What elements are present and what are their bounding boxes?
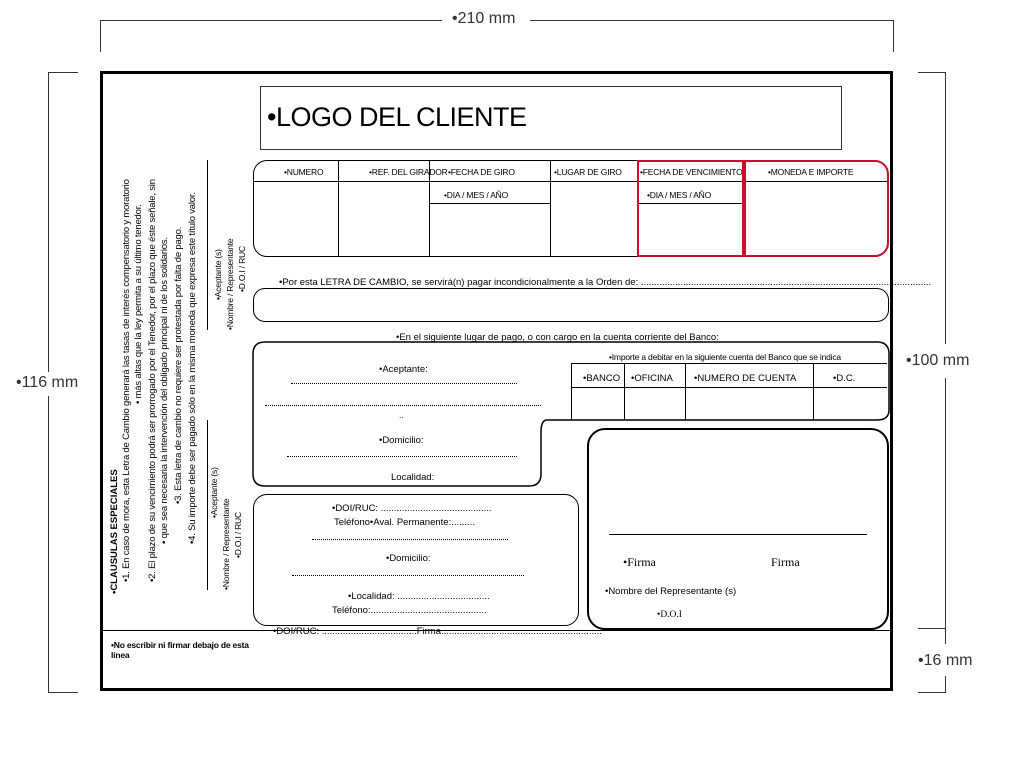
height-dimension-line-top <box>48 72 49 372</box>
col-numero: •NUMERO <box>284 167 324 177</box>
clause-4: •4. Su importe debe ser pagado sólo en la misma moneda que expresa este título valor. <box>187 192 198 544</box>
moneda-importe-highlight <box>744 160 889 257</box>
payment-place-text: •En el siguiente lugar de pago, o con cargo en la cuenta corriente del Banco: <box>396 332 719 343</box>
domicilio-dots <box>287 456 517 457</box>
guarantor-doi: •DOI/RUC: .......................................... <box>332 503 492 514</box>
body-height-line-top <box>945 72 946 344</box>
fecha-vencimiento-date-sub: •DIA / MES / AÑO <box>647 190 712 200</box>
aceptante-dots <box>291 383 517 384</box>
col-moneda-importe: •MONEDA E IMPORTE <box>768 167 854 177</box>
col-lugar-giro: •LUGAR DE GIRO <box>554 167 622 177</box>
width-dimension-line-left <box>100 20 442 21</box>
width-dimension-tick-right <box>893 20 894 52</box>
width-dimension-tick-left <box>100 20 101 52</box>
body-height-tick-top <box>918 72 946 73</box>
order-field[interactable] <box>253 288 889 322</box>
guarantor-dots-1 <box>312 539 508 540</box>
clause-3: •3. Esta letra de cambio no requiere ser protestada por falta de pago. <box>173 226 184 504</box>
height-dimension-line-bottom <box>48 396 49 692</box>
col-fecha-vencimiento: •FECHA DE VENCIMIENTO <box>640 167 743 177</box>
side-doi-1: •D.O.I / RUC <box>237 246 247 292</box>
firma-2-label: Firma <box>771 555 800 569</box>
col-fecha-giro: •FECHA DE GIRO <box>448 167 515 177</box>
col-ref-girador: •REF. DEL GIRADOR <box>369 167 448 177</box>
height-dimension-tick-top <box>48 72 78 73</box>
acceptor-signature-line-1 <box>207 160 208 330</box>
width-dimension-line-right <box>530 20 893 21</box>
bank-col-oficina: •OFICINA <box>631 373 673 384</box>
fecha-vencimiento-highlight <box>637 160 744 257</box>
representative-label: •Nombre del Representante (s) <box>605 586 737 597</box>
acceptor-dots: .. <box>399 410 404 420</box>
width-dimension-label: •210 mm <box>452 10 516 27</box>
firma-1-label: •Firma <box>623 555 656 569</box>
bank-col-numero-cuenta: •NUMERO DE CUENTA <box>694 373 797 384</box>
side-doi-2: •D.O.I / RUC <box>233 512 243 558</box>
guarantor-telefono-2: Teléfono:............................................ <box>332 605 487 616</box>
fecha-giro-date-sub: •DIA / MES / AÑO <box>444 190 509 200</box>
aceptante-label: •Aceptante: <box>379 364 428 375</box>
acceptor-signature-line-2 <box>207 420 208 590</box>
clause-1b: • más altas que la ley permita a su último tenedor. <box>133 204 144 404</box>
client-logo: •LOGO DEL CLIENTE <box>260 86 842 150</box>
guarantor-dots-2 <box>292 575 524 576</box>
signature-block <box>587 428 889 630</box>
body-height-label: •100 mm <box>906 352 970 369</box>
bank-col-dc: •D.C. <box>833 373 856 384</box>
bank-title: •Importe a debitar en la siguiente cuenta del Banco que se indica <box>609 352 841 362</box>
bank-col-banco: •BANCO <box>583 373 621 384</box>
footer-height-tick-bottom <box>918 692 946 693</box>
guarantor-block <box>253 494 579 626</box>
clauses-title: •CLAUSULAS ESPECIALES <box>109 469 120 594</box>
guarantor-domicilio: •Domicilio: <box>386 553 431 564</box>
localidad-label: Localidad: <box>391 472 435 483</box>
footer-note: •No escribir ni firmar debajo de esta línea <box>111 640 249 660</box>
body-height-line-bottom <box>945 378 946 628</box>
side-nombre-1: •Nombre / Representante <box>225 238 235 330</box>
bank-table <box>571 363 887 420</box>
footer-height-line-top <box>945 628 946 644</box>
guarantor-localidad: •Localidad: ................................... <box>348 591 490 602</box>
clause-1: •1. En caso de mora, esta Letra de Cambio generará las tasas de interés compensatorio y moratorio <box>121 179 132 582</box>
domicilio-label: •Domicilio: <box>379 435 424 446</box>
footer-height-line-bottom <box>945 676 946 692</box>
guarantor-telefono: Teléfono•Aval. Permanente:......... <box>334 517 475 528</box>
clause-2: •2. El plazo de su vencimiento podrá ser prorrogado por el Tenedor, por el plazo que éste señale, sin <box>147 179 158 582</box>
height-dimension-label: •116 mm <box>16 374 79 391</box>
order-text: •Por esta LETRA DE CAMBIO, se servirá(n) pagar incondicionalmente a la Orden de: .............................................................................................................. <box>279 277 932 288</box>
body-height-tick-bottom <box>918 628 946 629</box>
bill-of-exchange-form <box>100 71 932 691</box>
height-dimension-tick-bottom <box>48 692 78 693</box>
clause-2b: • que sea necesaria la intervención del obligado principal ni de los solidarios. <box>159 237 170 544</box>
aceptante-dots-2 <box>265 405 541 406</box>
side-aceptante-2: •Aceptante (s) <box>209 467 219 518</box>
footer-height-label: •16 mm <box>918 652 973 669</box>
representative-doi: •D.O.I <box>657 610 682 620</box>
side-nombre-2: •Nombre / Representante <box>221 498 231 590</box>
side-aceptante-1: •Aceptante (s) <box>213 249 223 300</box>
footer-separator <box>103 630 890 631</box>
bottom-doi-firma: •DOI/RUC: ....................................Firma............................................................. <box>273 626 603 637</box>
